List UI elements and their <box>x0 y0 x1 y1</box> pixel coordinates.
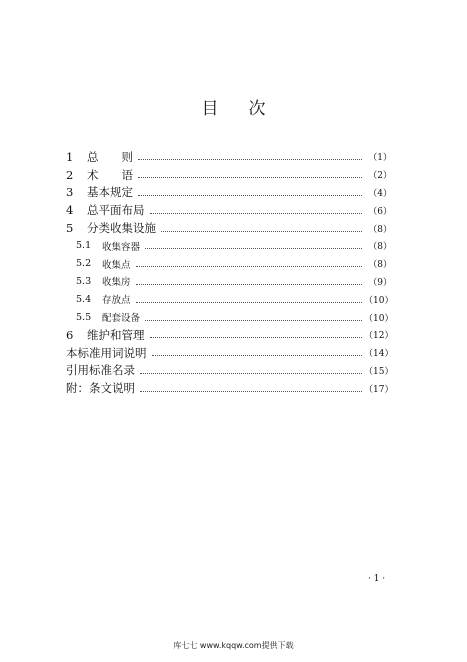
toc-entry-number: 5.5 <box>76 311 92 323</box>
toc-entry-label: 收集房 <box>102 277 131 289</box>
toc-subentry[interactable] <box>66 255 392 273</box>
toc-entry-label: 收集点 <box>102 259 131 271</box>
toc-leader-dots <box>138 167 362 178</box>
toc-entry-label: 总平面布局 <box>87 203 145 218</box>
toc-entry-label: 基本规定 <box>87 185 133 200</box>
toc-entry-page: （10） <box>364 313 394 324</box>
toc-entry-label: 收集容器 <box>102 241 141 253</box>
toc-entry-number: 3 <box>66 185 74 200</box>
toc-entry-page: （14） <box>364 349 394 360</box>
toc-leader-dots <box>136 256 362 267</box>
toc-entry-label: 配套设备 <box>102 313 141 325</box>
toc-entry-number: 2 <box>66 167 74 182</box>
toc-entry[interactable] <box>66 362 392 380</box>
toc-entry-page: （4） <box>368 188 392 199</box>
toc-leader-dots <box>152 345 363 356</box>
toc-entry-number: 1 <box>66 149 74 164</box>
toc-leader-dots <box>136 274 362 285</box>
toc-entry-number: 6 <box>66 327 74 342</box>
page-title: 目次 <box>201 99 296 119</box>
toc-entry-label: 附：条文说明 <box>66 381 135 396</box>
toc-entry[interactable] <box>66 201 392 219</box>
toc-entry-number: 5.4 <box>76 293 92 305</box>
toc-leader-dots <box>145 238 362 249</box>
toc-leader-dots <box>161 221 362 232</box>
toc-entry-label: 引用标准名录 <box>66 363 135 378</box>
toc-entry-page: （17） <box>364 384 394 395</box>
toc-entry-number: 5.2 <box>76 258 92 270</box>
toc-entry-number: 5.3 <box>76 275 92 287</box>
toc-entry-label: 总 则 <box>87 149 133 164</box>
toc-leader-dots <box>136 292 362 303</box>
toc-leader-dots <box>140 381 362 392</box>
toc-entry-number: 5 <box>66 221 74 236</box>
toc-entry-page: （8） <box>368 224 392 235</box>
toc-entry-page: （6） <box>368 206 392 217</box>
toc-entry-label: 维护和管理 <box>87 327 145 342</box>
page-number: · 1 · <box>368 574 386 584</box>
toc-entry[interactable] <box>66 379 392 397</box>
toc-entry-page: （8） <box>368 242 392 253</box>
toc-entry-label: 存放点 <box>102 295 131 307</box>
toc-leader-dots <box>150 327 363 338</box>
toc-subentry[interactable] <box>66 237 392 255</box>
toc-entry-label: 术 语 <box>87 167 133 182</box>
toc-entry-page: （15） <box>364 366 394 377</box>
toc-entry[interactable] <box>66 166 392 184</box>
toc-subentry[interactable] <box>66 273 392 291</box>
toc-entry-label: 本标准用词说明 <box>66 345 147 360</box>
toc-entry[interactable] <box>66 344 392 362</box>
toc-entry-page: （10） <box>364 295 394 306</box>
toc-entry-page: （2） <box>368 171 392 182</box>
table-of-contents <box>66 148 392 397</box>
toc-leader-dots <box>150 203 363 214</box>
toc-entry-page: （12） <box>364 331 394 342</box>
toc-entry-label: 分类收集设施 <box>87 221 156 236</box>
toc-subentry[interactable] <box>66 308 392 326</box>
toc-leader-dots <box>145 310 362 321</box>
toc-subentry[interactable] <box>66 290 392 308</box>
toc-entry[interactable] <box>66 326 392 344</box>
download-footer: 库七七 www.kqqw.com提供下载 <box>173 641 294 650</box>
toc-entry-number: 5.1 <box>76 240 92 252</box>
toc-entry-page: （9） <box>368 277 392 288</box>
toc-entry[interactable] <box>66 148 392 166</box>
toc-entry[interactable] <box>66 219 392 237</box>
toc-entry[interactable] <box>66 184 392 202</box>
toc-leader-dots <box>140 363 362 374</box>
toc-leader-dots <box>138 185 362 196</box>
toc-entry-number: 4 <box>66 203 74 218</box>
toc-entry-page: （1） <box>368 153 392 164</box>
toc-leader-dots <box>138 149 362 160</box>
toc-entry-page: （8） <box>368 260 392 271</box>
